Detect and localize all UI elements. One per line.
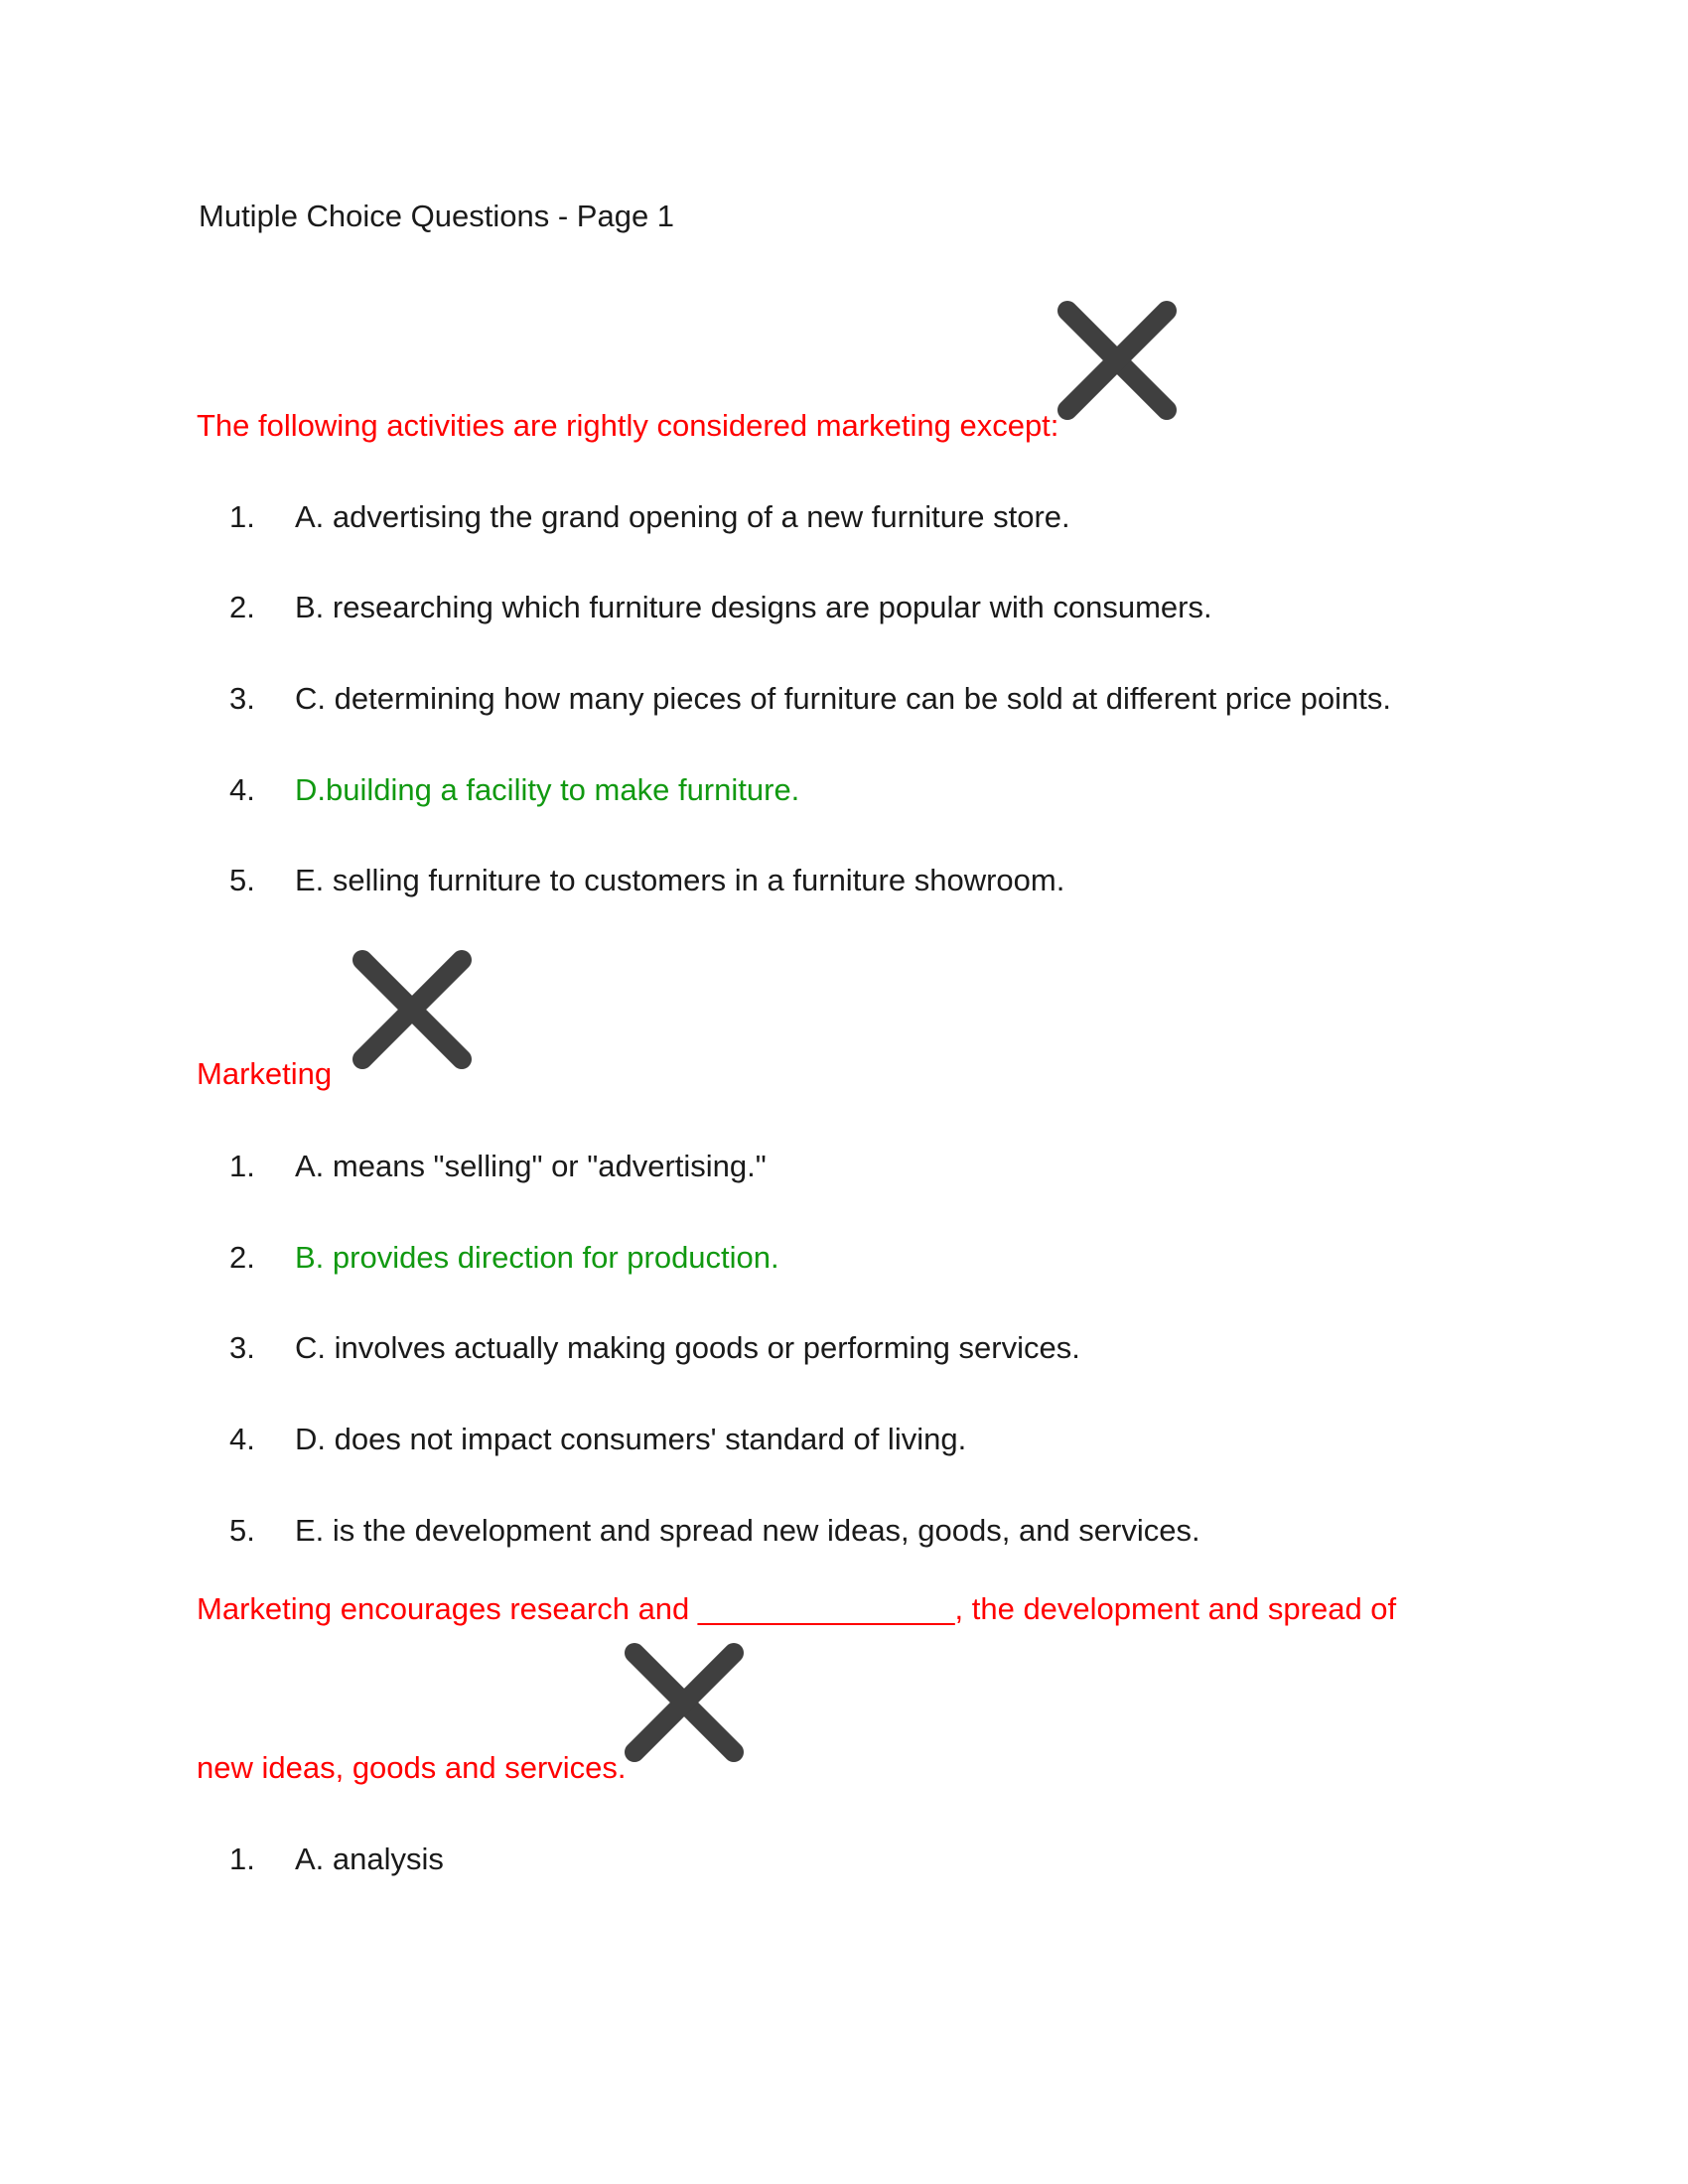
question-3-prompt-line-1: Marketing encourages research and _______________, the development and spread of [197,1591,1397,1626]
x-mark-icon [1053,296,1182,425]
q1-option-3-number: 3. [229,681,255,716]
q1-option-3-text: C. determining how many pieces of furniture can be sold at different price points. [295,681,1391,716]
q1-option-5-text: E. selling furniture to customers in a furniture showroom. [295,863,1065,897]
q1-option-4-number: 4. [229,772,255,807]
question-2-prompt: Marketing [197,1056,333,1091]
q2-option-1-text: A. means "selling" or "advertising." [295,1149,767,1183]
q2-option-2-text-correct: B. provides direction for production. [295,1240,779,1275]
q2-option-5-number: 5. [229,1513,255,1548]
x-mark-icon [348,945,477,1074]
q2-option-3-number: 3. [229,1330,255,1365]
q1-option-2-number: 2. [229,590,255,624]
q2-option-1-number: 1. [229,1149,255,1183]
q2-option-3-text: C. involves actually making goods or performing services. [295,1330,1080,1365]
q1-option-2-text: B. researching which furniture designs are popular with consumers. [295,590,1212,624]
question-1-prompt: The following activities are rightly considered marketing except: [197,408,1059,443]
q1-option-4-text-correct: D.building a facility to make furniture. [295,772,800,807]
q2-option-4-text: D. does not impact consumers' standard of living. [295,1422,967,1456]
q2-option-2-number: 2. [229,1240,255,1275]
question-3-prompt-line-2: new ideas, goods and services. [197,1750,627,1785]
q2-option-5-text: E. is the development and spread new ideas, goods, and services. [295,1513,1200,1548]
q3-option-1-text: A. analysis [295,1842,444,1876]
q1-option-5-number: 5. [229,863,255,897]
page-title: Mutiple Choice Questions - Page 1 [199,199,675,233]
x-mark-icon [620,1638,749,1767]
q1-option-1-text: A. advertising the grand opening of a new furniture store. [295,499,1070,534]
q2-option-4-number: 4. [229,1422,255,1456]
q1-option-1-number: 1. [229,499,255,534]
q3-option-1-number: 1. [229,1842,255,1876]
